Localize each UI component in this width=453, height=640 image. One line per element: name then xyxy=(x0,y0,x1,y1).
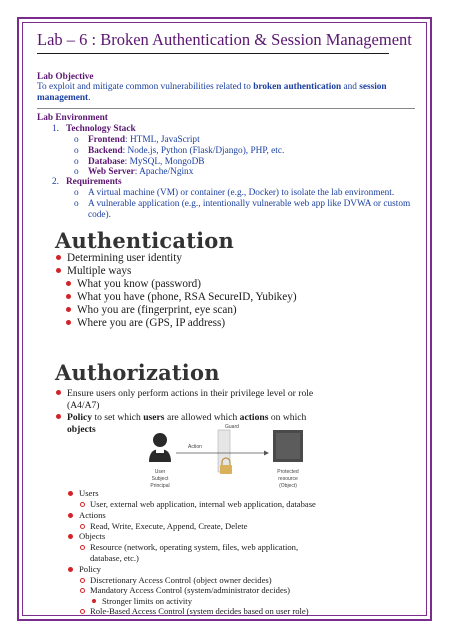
resource-label-1: Protected xyxy=(277,469,299,475)
list-actions: Actions xyxy=(68,510,106,520)
environment-heading: Lab Environment xyxy=(37,113,108,123)
list-objects-sub: Resource (network, operating system, files, web application, xyxy=(80,542,298,552)
auth-sub-4: Where you are (GPS, IP address) xyxy=(66,317,225,329)
divider xyxy=(37,108,415,109)
resource-label-3: (Object) xyxy=(279,483,297,489)
auth-sub-3: Who you are (fingerprint, eye scan) xyxy=(66,304,237,316)
guard-label: Guard xyxy=(225,424,239,430)
authz-point-2-cont: objects xyxy=(67,424,96,435)
action-label: Action xyxy=(188,444,202,450)
objective-text: To exploit and mitigate common vulnerabilities related to broken authentication and session xyxy=(37,82,387,92)
auth-sub-2: What you have (phone, RSA SecureID, Yubikey) xyxy=(66,291,297,303)
requirements-item: 2. Requirements xyxy=(52,177,122,187)
authz-point-1: Ensure users only perform actions in their privilege level or role xyxy=(56,388,313,399)
authorization-heading: Authorization xyxy=(55,360,220,385)
requirement-2: o A vulnerable application (e.g., intentionally vulnerable web app like DVWA or custom xyxy=(74,199,411,209)
auth-sub-1: What you know (password) xyxy=(66,278,201,290)
page-title: Lab – 6 : Broken Authentication & Session Management xyxy=(37,30,389,54)
requirement-2-cont: code). xyxy=(88,210,111,220)
authorization-diagram xyxy=(140,420,340,495)
objective-text-2: management. xyxy=(37,93,91,103)
list-actions-sub: Read, Write, Execute, Append, Create, Delete xyxy=(80,521,247,531)
list-objects-sub-cont: database, etc.) xyxy=(90,553,139,563)
policy-mac: Mandatory Access Control (system/administrator decides) xyxy=(80,585,290,595)
user-label-1: User xyxy=(154,469,166,475)
authz-point-1-cont: (A4/A7) xyxy=(67,400,100,411)
policy-rbac: Role-Based Access Control (system decides based on user role) xyxy=(80,606,309,616)
list-users: Users xyxy=(68,488,99,498)
user-label-2: Subject xyxy=(151,476,169,482)
stack-backend: o Backend: Node.js, Python (Flask/Django), PHP, etc. xyxy=(74,146,285,156)
tech-stack-item: 1. Technology Stack xyxy=(52,124,136,134)
policy-mac-sub: Stronger limits on activity xyxy=(92,596,192,606)
user-icon xyxy=(149,433,171,462)
authz-point-2: Policy to set which users are allowed which actions on which xyxy=(56,412,306,423)
policy-dac: Discretionary Access Control (object owner decides) xyxy=(80,575,272,585)
auth-item-1: Determining user identity xyxy=(56,252,182,264)
stack-frontend: o Frontend: HTML, JavaScript xyxy=(74,135,200,145)
protected-resource-icon xyxy=(273,430,303,462)
requirement-1: o A virtual machine (VM) or container (e.g., Docker) to isolate the lab environment. xyxy=(74,188,395,198)
authentication-heading: Authentication xyxy=(55,228,234,253)
list-policy: Policy xyxy=(68,564,101,574)
list-objects: Objects xyxy=(68,531,105,541)
resource-label-2: resource xyxy=(278,476,298,482)
auth-item-2: Multiple ways xyxy=(56,265,131,277)
stack-webserver: o Web Server: Apache/Nginx xyxy=(74,167,194,177)
stack-database: o Database: MySQL, MongoDB xyxy=(74,157,205,167)
objective-heading: Lab Objective xyxy=(37,72,94,82)
user-label-3: Principal xyxy=(150,483,170,489)
list-users-sub: User, external web application, internal web application, database xyxy=(80,499,316,509)
